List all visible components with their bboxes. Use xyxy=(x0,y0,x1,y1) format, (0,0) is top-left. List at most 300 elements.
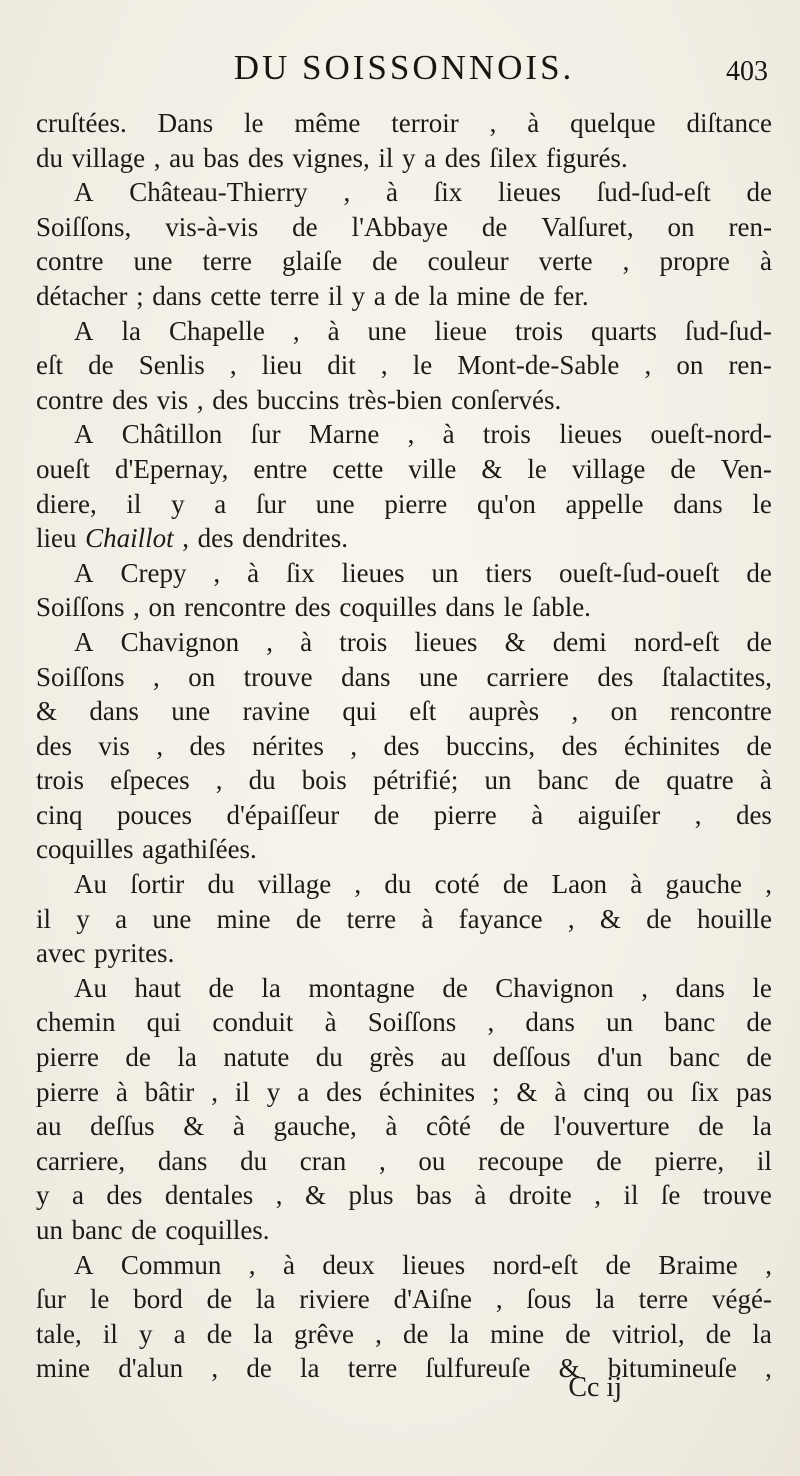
word: de xyxy=(565,1318,591,1349)
word: de xyxy=(394,280,420,311)
word: nord-eſt xyxy=(492,1249,579,1280)
word: ou xyxy=(646,1076,674,1107)
text-line xyxy=(36,1180,772,1215)
word: Mont-de-Sable xyxy=(457,350,620,381)
word: , xyxy=(350,730,358,761)
word: de xyxy=(402,1318,429,1349)
word: Laon xyxy=(551,869,608,900)
word: a xyxy=(297,1076,310,1107)
word: pétrifié; xyxy=(372,765,459,796)
word: au xyxy=(36,1111,62,1142)
word: des xyxy=(735,799,772,830)
word: le xyxy=(243,108,264,138)
word: Braime xyxy=(658,1249,738,1280)
word: du xyxy=(248,765,276,796)
word: un xyxy=(606,1007,634,1038)
word: coquilles. xyxy=(165,1215,270,1245)
word: pyrites. xyxy=(94,938,175,969)
word: l'ouverture xyxy=(553,1111,670,1142)
word: , xyxy=(182,523,190,554)
word: terre xyxy=(638,1284,689,1315)
word: Soiſſons xyxy=(36,661,125,692)
text-line xyxy=(36,1353,772,1388)
word: plus xyxy=(348,1180,394,1211)
word: trois xyxy=(482,419,531,450)
word: bâtir xyxy=(144,1076,195,1107)
word: diſtance xyxy=(686,108,772,138)
word: des xyxy=(197,523,234,554)
word: de xyxy=(646,903,672,934)
word: ſous xyxy=(526,1284,572,1315)
word: , xyxy=(375,1318,382,1349)
word: , xyxy=(248,1249,256,1280)
word: ; xyxy=(491,1076,500,1107)
word: végé- xyxy=(711,1284,772,1315)
word: ſtalactites, xyxy=(661,661,772,692)
word: à xyxy=(759,246,772,277)
word: du xyxy=(315,1042,343,1073)
word: ville xyxy=(408,453,457,484)
word: de xyxy=(746,1042,772,1073)
word: des xyxy=(561,730,598,761)
word: buccins, xyxy=(445,730,536,761)
word: Senlis xyxy=(138,350,205,381)
word: Dans xyxy=(157,108,214,138)
word: d'alun xyxy=(118,1353,184,1384)
word: ren- xyxy=(728,211,772,242)
word: dans xyxy=(525,1007,575,1038)
word: tiers xyxy=(485,557,532,588)
word: & xyxy=(183,1111,205,1142)
word: ou xyxy=(418,1145,446,1176)
word: , xyxy=(641,972,648,1003)
word: à xyxy=(531,799,544,830)
word: à xyxy=(232,1111,245,1142)
word: grès xyxy=(369,1042,415,1073)
word: terroir xyxy=(391,108,459,138)
word: la xyxy=(255,1284,276,1315)
word: , xyxy=(489,108,497,138)
word: deſſus xyxy=(90,1111,155,1142)
word: glaiſe xyxy=(282,246,343,277)
word: même xyxy=(294,108,361,138)
word: Commun xyxy=(120,1249,222,1280)
word: terre xyxy=(346,903,397,934)
word: contre xyxy=(36,384,104,415)
word: A xyxy=(74,419,94,450)
word: terre xyxy=(269,280,320,311)
word: y xyxy=(266,1076,281,1107)
word: , xyxy=(644,350,652,381)
word: lieues xyxy=(559,419,623,450)
word: ſur xyxy=(36,1284,66,1315)
word: un xyxy=(431,557,459,588)
word: vignes, xyxy=(292,142,370,173)
word: Chapelle xyxy=(168,315,265,346)
text-line xyxy=(36,177,772,212)
word: de xyxy=(125,1042,151,1073)
page-title: DU SOISSONNOIS. xyxy=(233,48,575,87)
word: lieues xyxy=(402,1249,466,1280)
word: à xyxy=(759,765,772,796)
word: de xyxy=(206,1284,233,1315)
word: Ven- xyxy=(720,453,772,484)
word: lieu xyxy=(36,523,77,554)
word: banc xyxy=(71,1215,123,1245)
word: trouve xyxy=(702,1180,772,1211)
word: , xyxy=(380,350,388,381)
word: Crepy xyxy=(120,557,187,588)
word: quarts xyxy=(590,315,657,346)
word: , xyxy=(694,799,702,830)
word: le xyxy=(89,1284,110,1315)
word: y xyxy=(36,1180,50,1211)
word: on xyxy=(667,211,695,242)
word: banc xyxy=(537,765,589,796)
word: verte xyxy=(538,246,593,277)
word: ſix xyxy=(286,557,315,588)
text-line xyxy=(36,1215,772,1250)
word: & xyxy=(599,903,621,934)
word: & xyxy=(504,626,526,657)
text-line xyxy=(36,1111,772,1146)
word: cruſtées. xyxy=(36,108,127,138)
word: très-bien xyxy=(347,384,443,415)
word: terre xyxy=(202,246,252,277)
word: à xyxy=(115,1076,128,1107)
word: diere, xyxy=(36,488,97,519)
word: , xyxy=(765,869,772,900)
word: carriere xyxy=(486,661,569,692)
word: Chavignon xyxy=(120,626,240,657)
word: dans xyxy=(673,488,723,519)
text-line xyxy=(36,523,772,558)
word: nérites xyxy=(251,730,324,761)
word: de xyxy=(373,799,400,830)
word: Au xyxy=(74,972,107,1003)
word: à xyxy=(327,315,340,346)
word: auprès xyxy=(468,696,540,727)
word: a xyxy=(373,280,386,311)
word: une xyxy=(171,696,211,727)
word: trois xyxy=(339,626,388,657)
word: de xyxy=(131,1215,157,1245)
text-line xyxy=(36,662,772,697)
word: bois xyxy=(301,765,347,796)
word: pierre, xyxy=(654,1145,725,1176)
word: du xyxy=(36,142,63,173)
word: & xyxy=(304,1180,326,1211)
word: la xyxy=(752,1111,772,1142)
word: du xyxy=(240,1145,268,1176)
word: , xyxy=(594,1180,601,1211)
word: ſix xyxy=(690,1076,720,1107)
word: A xyxy=(74,626,94,657)
word: , xyxy=(213,557,221,588)
word: il xyxy=(126,488,142,519)
word: ravine xyxy=(242,696,311,727)
word: de xyxy=(502,869,529,900)
page-number: 403 xyxy=(726,56,768,87)
word: échinites xyxy=(624,730,720,761)
word: rencontre xyxy=(669,696,772,727)
word: qu'on xyxy=(476,488,536,519)
word: deux xyxy=(322,1249,375,1280)
word: riviere xyxy=(299,1284,370,1315)
word: des xyxy=(36,730,72,761)
text-line xyxy=(36,800,772,835)
word: , xyxy=(133,592,140,623)
word: on xyxy=(188,661,216,692)
word: à xyxy=(554,1076,567,1107)
word: côté xyxy=(426,1111,471,1142)
text-line xyxy=(36,281,772,316)
word: dans xyxy=(445,592,495,623)
word: ſable. xyxy=(531,592,591,623)
word: la xyxy=(261,972,281,1003)
word: gauche, xyxy=(273,1111,357,1142)
word: de xyxy=(698,1111,724,1142)
word: bord xyxy=(133,1284,183,1315)
word: qui xyxy=(342,696,377,727)
text-line xyxy=(36,834,772,869)
word: d'Epernay, xyxy=(115,453,229,484)
text-line xyxy=(36,143,772,178)
text-line xyxy=(36,973,772,1008)
word: dans xyxy=(89,696,139,727)
word: il xyxy=(623,1180,639,1211)
word: il xyxy=(756,1145,772,1176)
word: , xyxy=(407,419,415,450)
word: , xyxy=(153,142,161,173)
word: , xyxy=(156,730,164,761)
word: de xyxy=(499,1111,526,1142)
word: contre xyxy=(36,246,104,277)
word: qui xyxy=(146,1007,182,1038)
word: , xyxy=(354,869,362,900)
word: Au xyxy=(74,869,107,900)
word: demi xyxy=(552,626,607,657)
word: pierre xyxy=(433,799,497,830)
word: oueſt xyxy=(36,453,90,484)
word: pierre xyxy=(384,488,448,519)
word: quatre xyxy=(666,765,734,796)
word: dans xyxy=(157,1145,208,1176)
word: lieues xyxy=(341,557,405,588)
word: , xyxy=(292,315,300,346)
word: de xyxy=(670,453,696,484)
word: bas xyxy=(203,142,240,173)
word: bas xyxy=(415,1180,452,1211)
text-line xyxy=(36,1284,772,1319)
word: & xyxy=(36,696,58,727)
word: Soiſſons xyxy=(36,592,125,623)
word: il xyxy=(234,1076,250,1107)
word: de xyxy=(206,1318,233,1349)
word: détacher xyxy=(36,280,128,311)
word: dendrites. xyxy=(242,523,348,554)
word: , xyxy=(765,1249,772,1280)
text-line xyxy=(36,696,772,731)
word: du xyxy=(207,869,235,900)
word: du xyxy=(384,869,412,900)
word: , xyxy=(567,903,575,934)
word: , xyxy=(266,626,274,657)
text-line xyxy=(36,385,772,420)
word: cette xyxy=(332,453,384,484)
word: coté xyxy=(434,869,480,900)
word: ſud-ſud-eſt xyxy=(596,177,711,208)
word: des xyxy=(212,384,249,415)
word: ſilex xyxy=(489,142,538,173)
word: la xyxy=(595,1284,615,1315)
signature-mark: Cc ij xyxy=(568,1372,622,1403)
text-line xyxy=(36,454,772,489)
word: de xyxy=(705,1318,732,1349)
word: Soiſſons xyxy=(367,1007,457,1038)
word: nord-eſt xyxy=(633,626,720,657)
word: le xyxy=(503,592,524,623)
word: de xyxy=(746,1007,772,1038)
text-line xyxy=(36,592,772,627)
word: gauche xyxy=(665,869,742,900)
word: a xyxy=(424,142,437,173)
word: Soiſſons, xyxy=(36,211,132,242)
word: A xyxy=(74,177,94,208)
word: la xyxy=(752,1318,772,1349)
word: de xyxy=(442,972,468,1003)
word: à xyxy=(300,626,313,657)
word: à xyxy=(442,419,455,450)
word: un xyxy=(484,765,512,796)
word: de xyxy=(746,730,772,761)
word: natute xyxy=(223,1042,290,1073)
word: lieues xyxy=(498,177,561,208)
word: , xyxy=(196,384,204,415)
text-line xyxy=(36,1007,772,1042)
word: recoupe xyxy=(478,1145,564,1176)
word: d'un xyxy=(597,1042,643,1073)
word: la xyxy=(177,1042,197,1073)
word: une xyxy=(367,315,407,346)
word: de xyxy=(746,626,772,657)
word: de xyxy=(614,765,641,796)
word: Valſuret, xyxy=(541,211,634,242)
word: couleur xyxy=(427,246,509,277)
word: des xyxy=(597,661,634,692)
word: de xyxy=(88,350,114,381)
body-text xyxy=(36,108,772,1388)
text-line xyxy=(36,1042,772,1077)
word: a xyxy=(115,903,128,934)
word: grêve xyxy=(293,1318,354,1349)
word: y xyxy=(401,142,416,173)
word: tale, xyxy=(36,1318,82,1349)
word: un xyxy=(36,1215,63,1245)
word: droite xyxy=(508,1180,572,1211)
word: l'Abbaye xyxy=(351,211,448,242)
text-line xyxy=(36,627,772,662)
word: la xyxy=(428,280,448,311)
text-line xyxy=(36,904,772,939)
word: avec xyxy=(36,938,86,969)
word: le xyxy=(412,350,433,381)
word: trois xyxy=(514,315,563,346)
word: oueſt-ſud-oueſt xyxy=(558,557,720,588)
text-line xyxy=(36,1146,772,1181)
word: trouve xyxy=(243,661,313,692)
word: vis-à-vis xyxy=(165,211,259,242)
text-line xyxy=(36,938,772,973)
word: eſt xyxy=(36,350,63,381)
word: oueſt-nord- xyxy=(650,419,772,450)
word: de xyxy=(519,280,545,311)
word: des xyxy=(112,384,149,415)
word: échinites xyxy=(379,1076,476,1107)
word: , xyxy=(211,1076,218,1107)
word: trois xyxy=(36,765,85,796)
word: à xyxy=(282,1249,295,1280)
word: mine xyxy=(36,1353,90,1384)
text-line xyxy=(36,212,772,247)
word: y xyxy=(76,903,90,934)
word: une xyxy=(419,661,459,692)
word: carriere, xyxy=(36,1145,126,1176)
word: coquilles xyxy=(36,834,134,865)
word: conſervés. xyxy=(451,384,562,415)
text-line xyxy=(36,489,772,524)
word: & xyxy=(558,1353,580,1384)
word: , xyxy=(495,1284,503,1315)
text-line xyxy=(36,765,772,800)
running-head xyxy=(36,48,772,104)
word: lieues xyxy=(414,626,478,657)
word: conduit xyxy=(212,1007,294,1038)
word: a xyxy=(214,488,227,519)
word: des xyxy=(294,592,331,623)
word: bitumineuſe xyxy=(607,1353,737,1384)
word: la xyxy=(121,315,141,346)
word: de xyxy=(605,1249,631,1280)
word: à xyxy=(385,1111,398,1142)
word: , xyxy=(487,1007,495,1038)
word: pas xyxy=(736,1076,772,1107)
word: ſur xyxy=(255,488,286,519)
word: village xyxy=(257,869,332,900)
word: fayance xyxy=(458,903,543,934)
word: ſulfureuſe xyxy=(425,1353,531,1384)
word: village xyxy=(571,453,646,484)
word: de xyxy=(372,246,398,277)
word: , xyxy=(229,350,237,381)
word: la xyxy=(449,1318,470,1349)
word: des xyxy=(189,730,226,761)
word: la xyxy=(253,1318,273,1349)
word: figurés. xyxy=(545,142,628,173)
word: on xyxy=(676,350,704,381)
word: de xyxy=(295,903,322,934)
word: , xyxy=(765,1353,772,1384)
word: , xyxy=(211,1353,219,1384)
word: à xyxy=(324,1007,337,1038)
word: le xyxy=(752,488,772,519)
word: terre xyxy=(347,1353,398,1384)
word: , xyxy=(275,1180,283,1211)
word: ſur xyxy=(250,419,281,450)
word: dans xyxy=(675,972,725,1003)
word: à xyxy=(527,108,540,138)
text-line xyxy=(36,108,772,143)
